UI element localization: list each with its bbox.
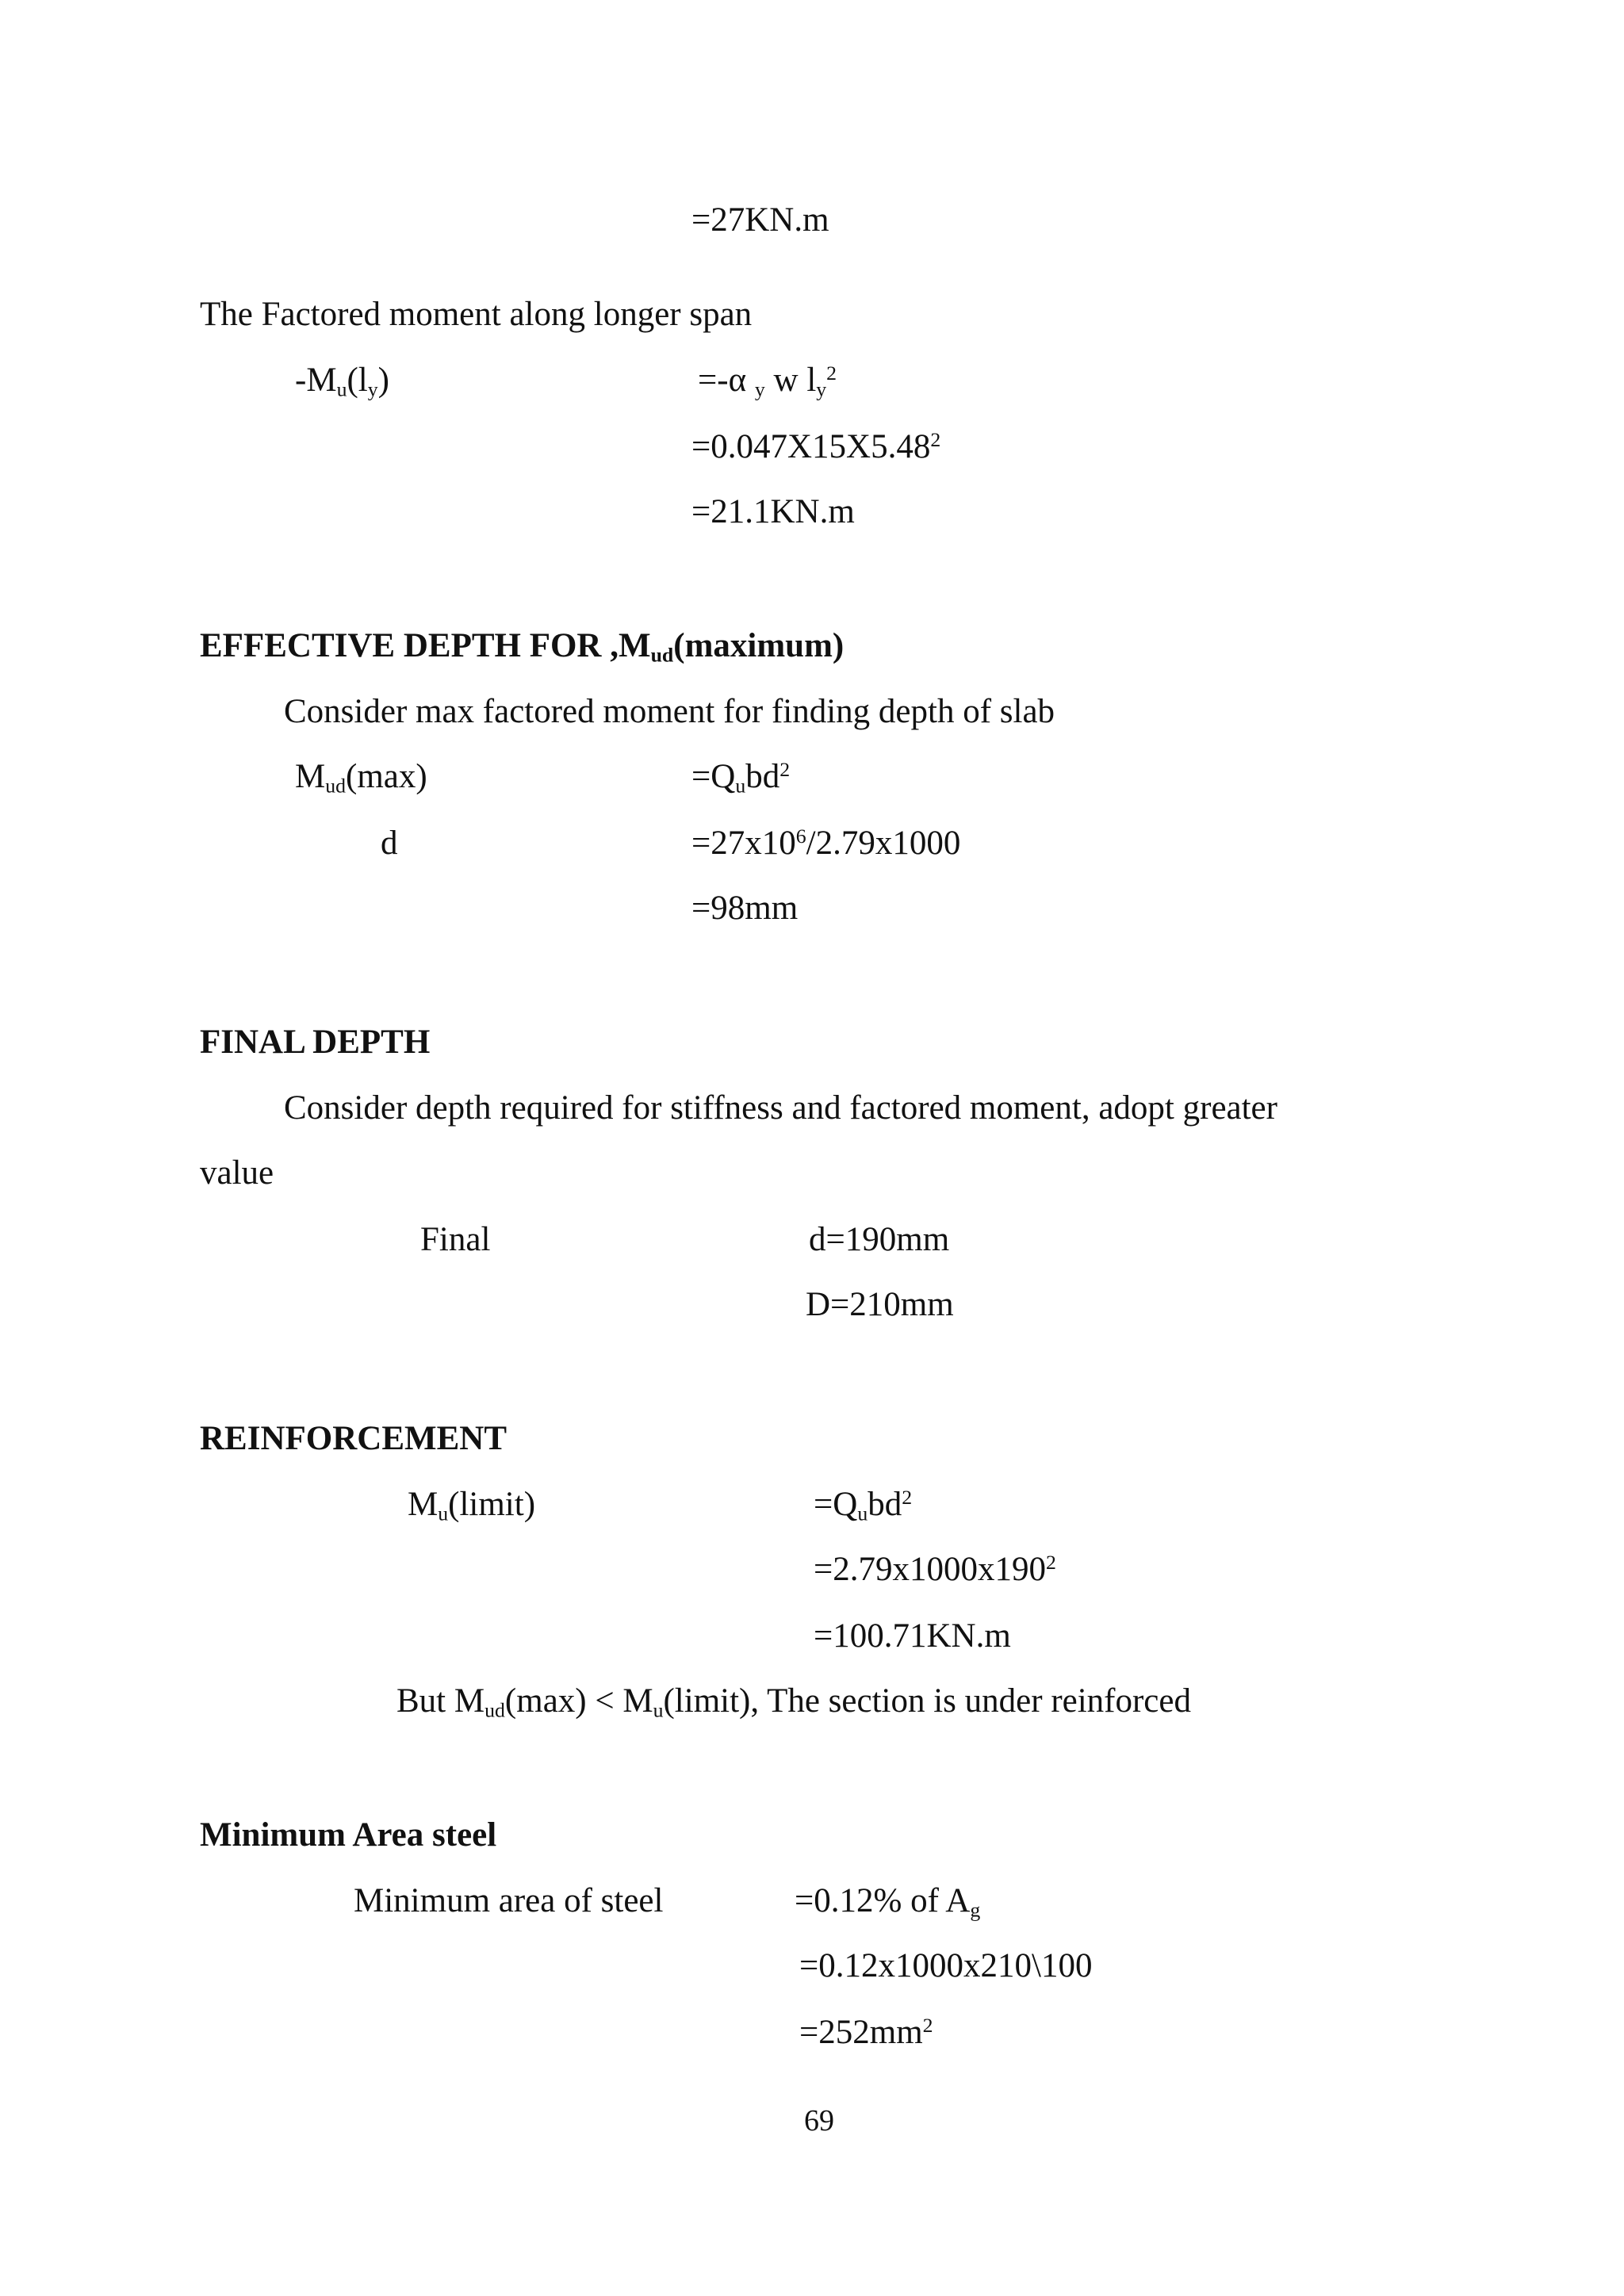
- min-steel-result: $=252mm^2$: [799, 2013, 933, 2051]
- min-steel-label: Minimum area of steel: [354, 1882, 664, 1919]
- moment-result-shorter-span: =27KN.m: [691, 201, 829, 239]
- effective-depth-intro: Consider max factored moment for finding depth of slab: [284, 693, 1055, 730]
- final-depth-heading: FINAL DEPTH: [200, 1024, 431, 1061]
- depth-result: =98mm: [691, 890, 799, 927]
- longer-span-formula: =-α $_y$ w $l_y^2$: [698, 361, 837, 401]
- final-depth-intro-line1: Consider depth required for stiffness and factored moment, adopt greater: [284, 1089, 1277, 1127]
- final-label: Final: [420, 1221, 491, 1258]
- limiting-moment-result: =100.71KN.m: [814, 1617, 1011, 1655]
- min-steel-step: =0.12x1000x210\100: [799, 1947, 1093, 1984]
- depth-formula: $=27x10^6/2.79x1000$: [691, 824, 961, 862]
- final-overall-depth: D=210mm: [806, 1286, 954, 1323]
- longer-span-result: =21.1KN.m: [691, 493, 855, 530]
- effective-depth-formula: $=Q_ubd^2$: [691, 757, 791, 798]
- depth-symbol: d: [381, 825, 398, 862]
- longer-span-intro: The Factored moment along longer span: [200, 296, 753, 333]
- final-depth-intro-line2: value: [200, 1154, 274, 1192]
- longer-span-step: $=0.047X15X5.48^2$: [691, 427, 941, 465]
- reinforcement-heading: REINFORCEMENT: [200, 1420, 508, 1457]
- effective-depth-lhs: $M_{ud}(\max)$: [295, 758, 427, 798]
- min-steel-formula: =0.12% of $A_g$: [795, 1882, 981, 1922]
- effective-depth-heading: EFFECTIVE DEPTH FOR $,M_{ud}(maximum)$: [200, 627, 845, 667]
- min-steel-heading: Minimum Area steel: [200, 1816, 497, 1854]
- longer-span-lhs: $-M_u(l_y)$: [295, 362, 389, 401]
- limiting-moment-step: $=2.79x1000x190^2$: [814, 1550, 1056, 1588]
- final-effective-depth: d=190mm: [809, 1221, 950, 1258]
- limiting-moment-lhs: $M_u(limit)$: [408, 1486, 536, 1525]
- limiting-moment-formula: $=Q_ubd^2$: [814, 1485, 913, 1525]
- reinforcement-conclusion: But $M_{ud}(\max)$ < $M_u(limit)$, The section is under reinforced: [396, 1682, 1191, 1722]
- page-number: 69: [804, 2104, 834, 2137]
